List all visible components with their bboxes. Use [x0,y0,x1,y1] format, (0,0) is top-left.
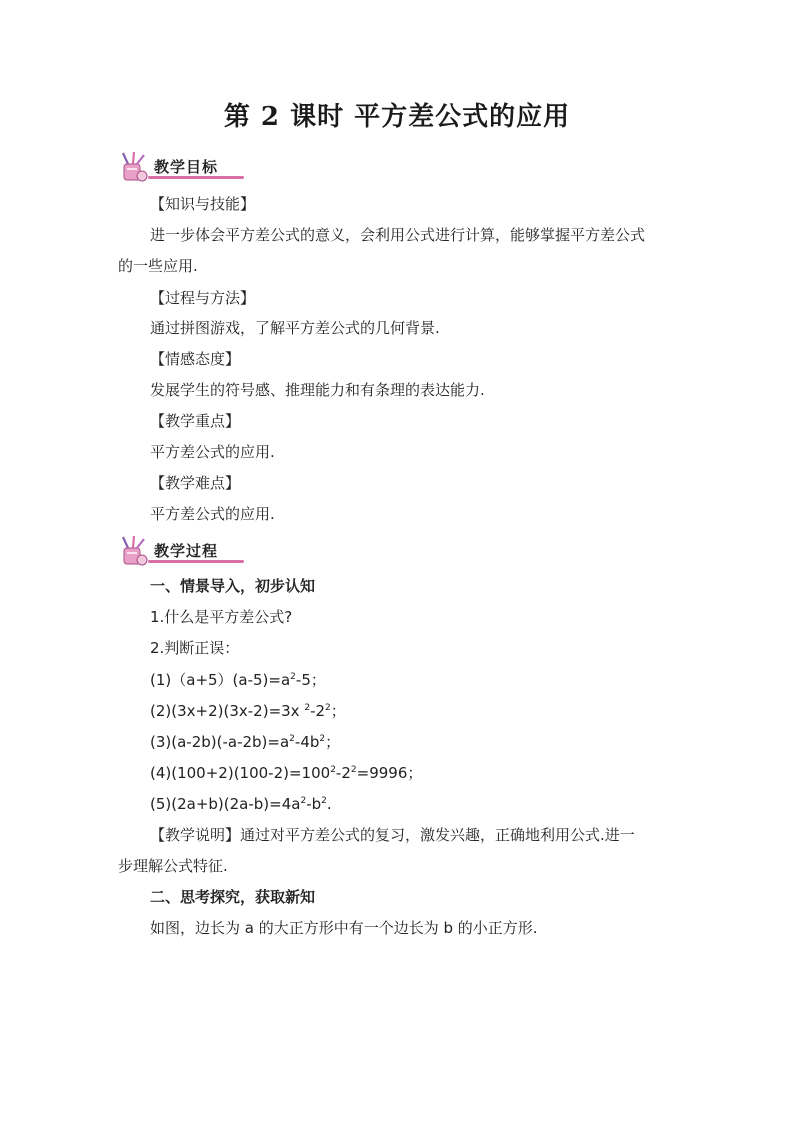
emotion-text: 发展学生的符号感、推理能力和有条理的表达能力. [150,381,485,399]
teaching-note-line2: 步理解公式特征. [118,857,228,875]
part2-text: 如图，边长为 a 的大正方形中有一个边长为 b 的小正方形. [150,919,538,937]
process-heading: 【过程与方法】 [150,289,256,307]
section-label-process: 教学过程 [154,542,219,560]
key-heading: 【教学重点】 [150,412,241,430]
difficulty-heading: 【教学难点】 [150,474,241,492]
emotion-heading: 【情感态度】 [150,350,241,368]
difficulty-text: 平方差公式的应用. [150,505,275,523]
judge-item-4: $(4)(100+2)(100-2)=100^2-2^2=9996$； [150,764,423,782]
judge-item-3: $(3)(a-2b)(-a-2b)=a^2-4b^2$； [150,733,341,751]
section-header-process [118,534,248,568]
knowledge-heading: 【知识与技能】 [150,195,256,213]
section-underline [148,176,244,179]
pencil-cup-icon [118,150,150,184]
section-header-goals [118,150,248,184]
judge-item-1: $(1)(a+5)(a-5)=a^2-5$； [150,671,326,689]
judge-item-2: (2)(3x+2)(3x-2)=3x $^2-2^2$； [150,702,346,720]
knowledge-text-line2: 的一些应用. [118,257,198,275]
process-text: 通过拼图游戏，了解平方差公式的几何背景. [150,319,440,337]
judge-item-5: $(5)(2a+b)(2a-b)=4a^2-b^2$. [150,795,332,813]
section-label-goals: 教学目标 [154,158,219,176]
knowledge-text-line1: 进一步体会平方差公式的意义，会利用公式进行计算，能够掌握平方差公式 [150,226,646,244]
pencil-cup-icon [118,534,150,568]
section-underline [148,560,244,563]
key-text: 平方差公式的应用. [150,443,275,461]
page-title: 第 2 课时 平方差公式的应用 [223,102,571,132]
question-2: 2.判断正误： [150,639,240,657]
question-1: 1.什么是平方差公式? [150,608,293,626]
part2-heading: 二、思考探究，获取新知 [150,888,316,906]
part1-heading: 一、情景导入，初步认知 [150,577,316,595]
teaching-note-line1: 【教学说明】通过对平方差公式的复习，激发兴趣，正确地利用公式.进一 [150,826,635,844]
